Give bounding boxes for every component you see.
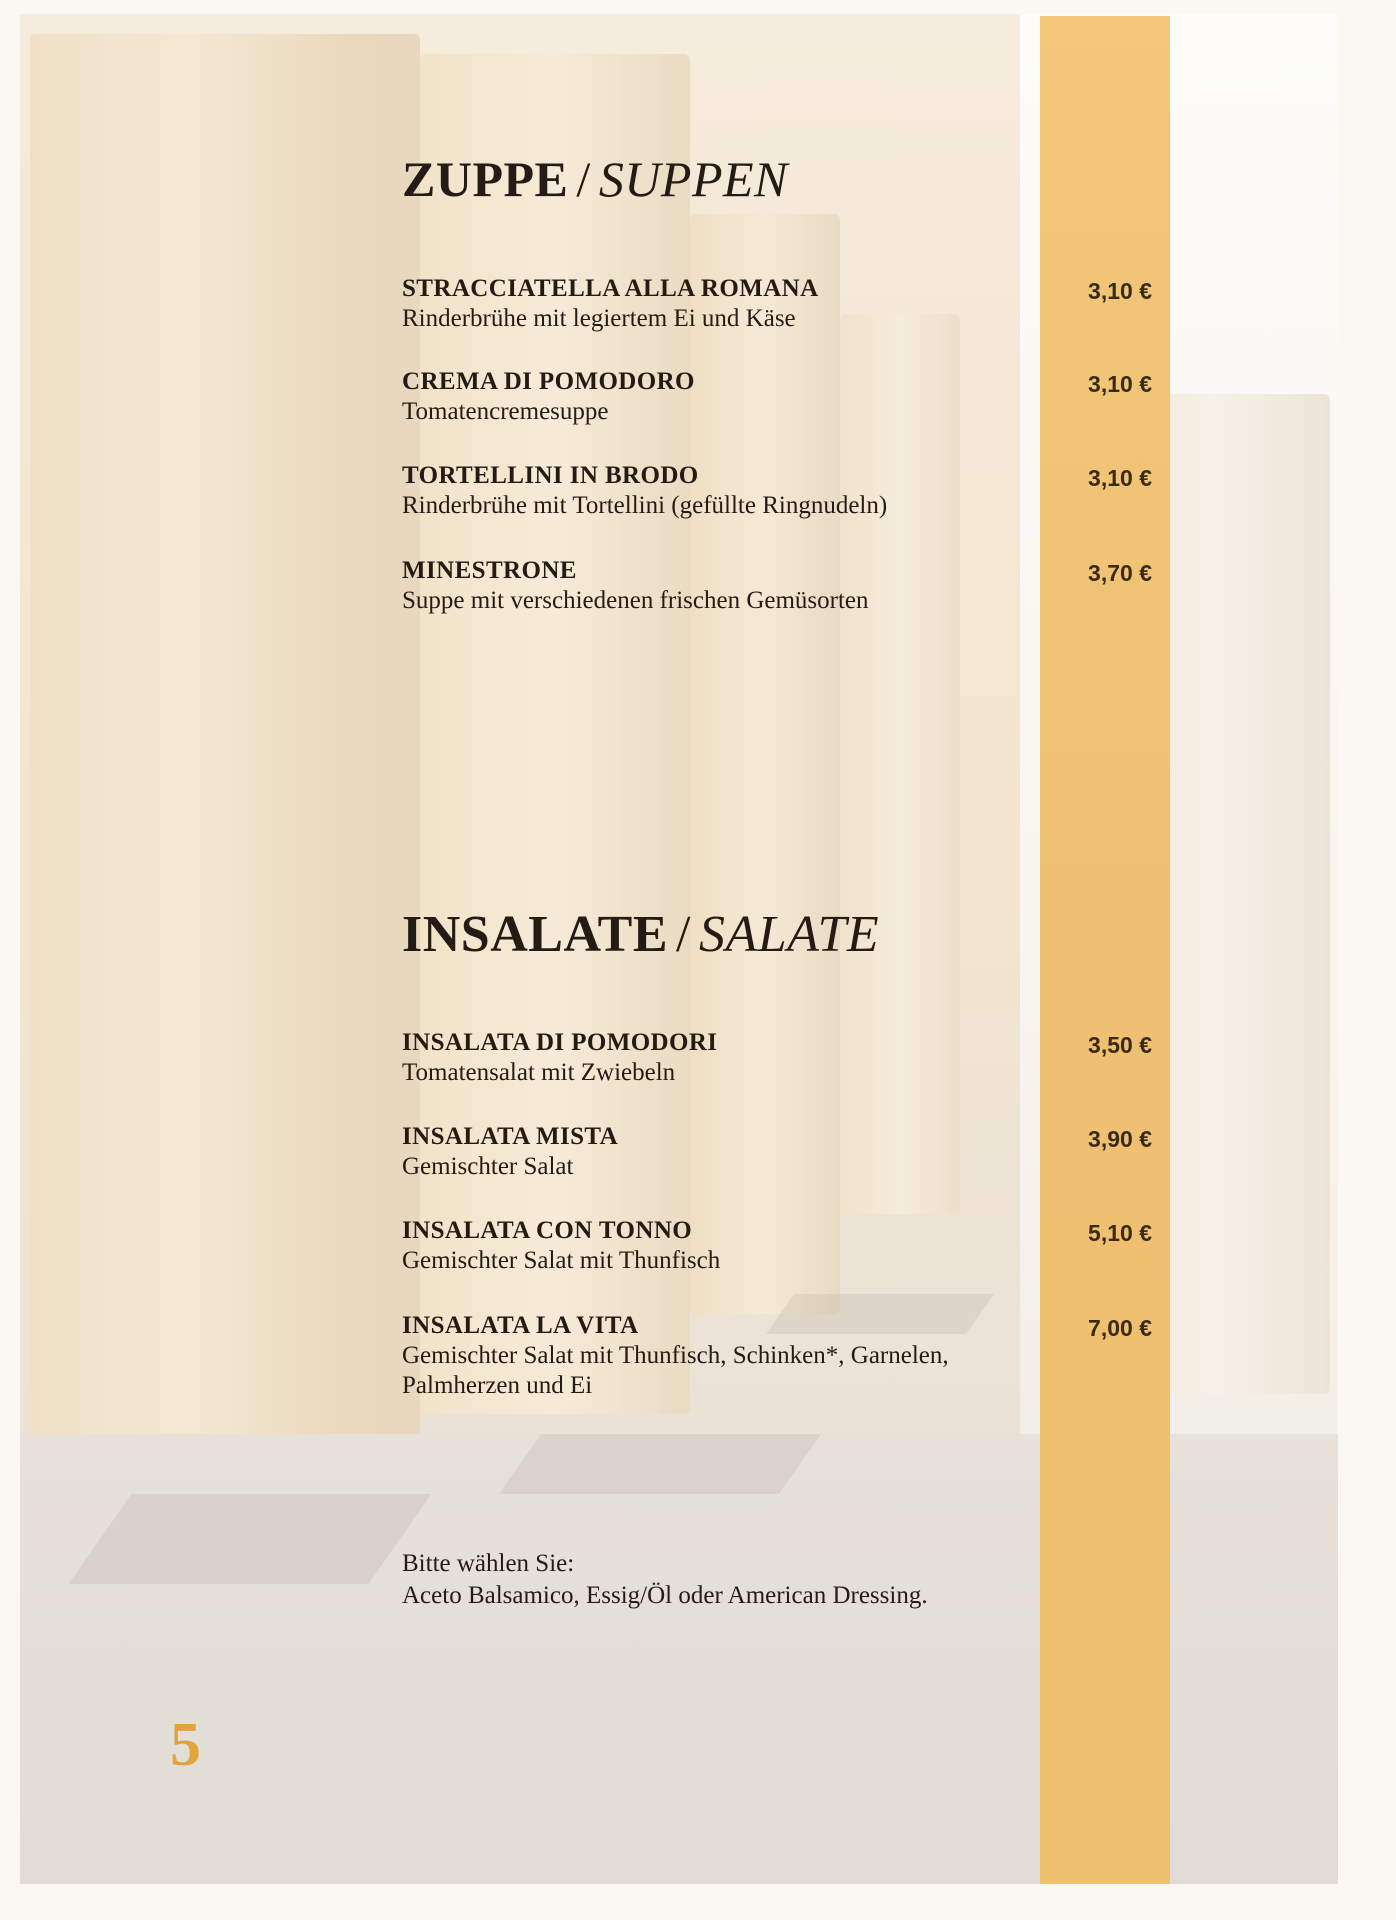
background-shadow — [68, 1494, 431, 1584]
dressing-note-line: Bitte wählen Sie: — [402, 1550, 575, 1577]
menu-item-description: Rinderbrühe mit Tortellini (gefüllte Ringnudeln) — [402, 492, 888, 519]
section-title-salate — [402, 905, 879, 964]
menu-item — [402, 1122, 1042, 1182]
menu-item — [402, 556, 1042, 616]
menu-item-price: 5,10 € — [1088, 1220, 1152, 1246]
menu-item-name: STRACCIATELLA ALLA ROMANA — [402, 275, 819, 302]
menu-item-name: INSALATA MISTA — [402, 1123, 619, 1150]
section-title-separator: / — [576, 151, 591, 207]
menu-item-description: Rinderbrühe mit legiertem Ei und Käse — [402, 305, 796, 332]
background-column — [420, 54, 690, 1414]
menu-item-price: 7,00 € — [1088, 1315, 1152, 1341]
menu-item-price: 3,10 € — [1088, 465, 1152, 491]
menu-item — [402, 461, 1042, 521]
dressing-note — [402, 1548, 928, 1612]
menu-item — [402, 1311, 1042, 1401]
menu-item-description: Gemischter Salat mit Thunfisch — [402, 1247, 721, 1274]
background-shadow — [499, 1434, 821, 1494]
menu-item-price: 3,10 € — [1088, 371, 1152, 397]
menu-item-description: Gemischter Salat mit Thunfisch, Schinken*, Garnelen, — [402, 1342, 949, 1369]
menu-item-price: 3,90 € — [1088, 1126, 1152, 1152]
section-title-sub: SALATE — [698, 906, 880, 963]
menu-item — [402, 1028, 1042, 1088]
dressing-note-line: Aceto Balsamico, Essig/Öl oder American Dressing. — [402, 1582, 928, 1609]
menu-item-name: MINESTRONE — [402, 557, 577, 584]
menu-item-description: Tomatensalat mit Zwiebeln — [402, 1059, 676, 1086]
menu-item-price: 3,50 € — [1088, 1032, 1152, 1058]
menu-item-description: Tomatencremesuppe — [402, 398, 609, 425]
menu-item — [402, 1216, 1042, 1276]
menu-item-name: INSALATA DI POMODORI — [402, 1029, 718, 1056]
section-title-sub: SUPPEN — [598, 151, 788, 207]
menu-item-name: TORTELLINI IN BRODO — [402, 462, 699, 489]
menu-item-name: INSALATA CON TONNO — [402, 1217, 693, 1244]
section-title-main: ZUPPE — [402, 151, 569, 207]
section-title-main: INSALATE — [402, 906, 669, 963]
section-title-separator: / — [676, 906, 691, 963]
menu-item-name: CREMA DI POMODORO — [402, 368, 695, 395]
menu-item-description: Palmherzen und Ei — [402, 1372, 593, 1399]
menu-item — [402, 367, 1042, 427]
menu-item-price: 3,70 € — [1088, 560, 1152, 586]
background-column — [30, 34, 420, 1514]
menu-item-name: INSALATA LA VITA — [402, 1312, 639, 1339]
menu-item-description: Suppe mit verschiedenen frischen Gemüsorten — [402, 587, 869, 614]
menu-item-price: 3,10 € — [1088, 278, 1152, 304]
menu-item-description: Gemischter Salat — [402, 1153, 574, 1180]
section-title-suppen — [402, 150, 788, 208]
page-number: 5 — [170, 1711, 201, 1779]
menu-item — [402, 274, 1042, 334]
